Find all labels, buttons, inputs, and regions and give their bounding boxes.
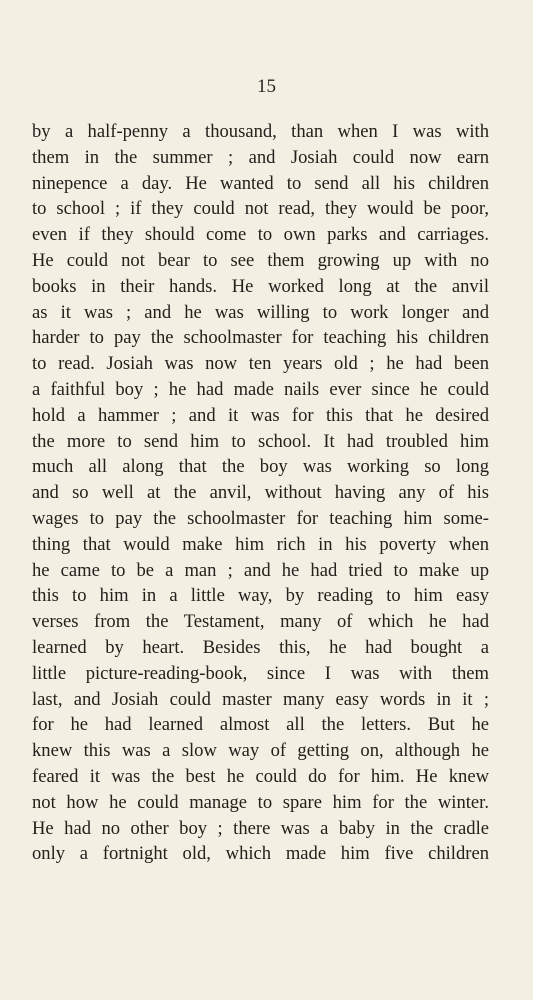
text-line: thing that would make him rich in his poverty when [32,533,489,555]
text-line: books in their hands. He worked long at the anvil [32,275,489,297]
text-line: the more to send him to school. It had troubled him [32,430,489,452]
text-line: wages to pay the schoolmaster for teaching him some- [32,507,489,529]
body-text [32,119,489,867]
text-line: He had no other boy ; there was a baby in the cradle [32,817,489,839]
page-number: 15 [257,76,276,97]
text-line: this to him in a little way, by reading to him easy [32,585,489,607]
text-line: knew this was a slow way of getting on, although he [32,740,489,762]
text-line: even if they should come to own parks and carriages. [32,224,489,246]
text-line: ninepence a day. He wanted to send all his children [32,172,489,194]
text-line: harder to pay the schoolmaster for teaching his children [32,327,489,349]
text-line: He could not bear to see them growing up with no [32,249,489,271]
text-line: for he had learned almost all the letters. But he [32,714,489,736]
text-line: them in the summer ; and Josiah could now earn [32,146,489,168]
text-line: by a half-penny a thousand, than when I was with [32,121,489,142]
text-line: last, and Josiah could master many easy words in it ; [32,688,489,710]
text-line: learned by heart. Besides this, he had bought a [32,636,489,658]
text-line: and so well at the anvil, without having any of his [32,482,489,504]
text-line: a faithful boy ; he had made nails ever since he could [32,378,489,400]
text-line: he came to be a man ; and he had tried to make up [32,559,489,581]
text-line: little picture-reading-book, since I was with them [32,662,489,684]
text-line: hold a hammer ; and it was for this that he desired [32,404,489,426]
text-line: much all along that the boy was working so long [32,456,489,478]
text-line: not how he could manage to spare him for the winter. [32,791,489,813]
text-line: to school ; if they could not read, they would be poor, [32,198,489,220]
text-line: as it was ; and he was willing to work longer and [32,301,489,323]
text-line: verses from the Testament, many of which he had [32,611,489,633]
text-line: feared it was the best he could do for him. He knew [32,765,489,787]
text-line: only a fortnight old, which made him five children [32,843,489,865]
text-line: to read. Josiah was now ten years old ; he had been [32,353,489,375]
